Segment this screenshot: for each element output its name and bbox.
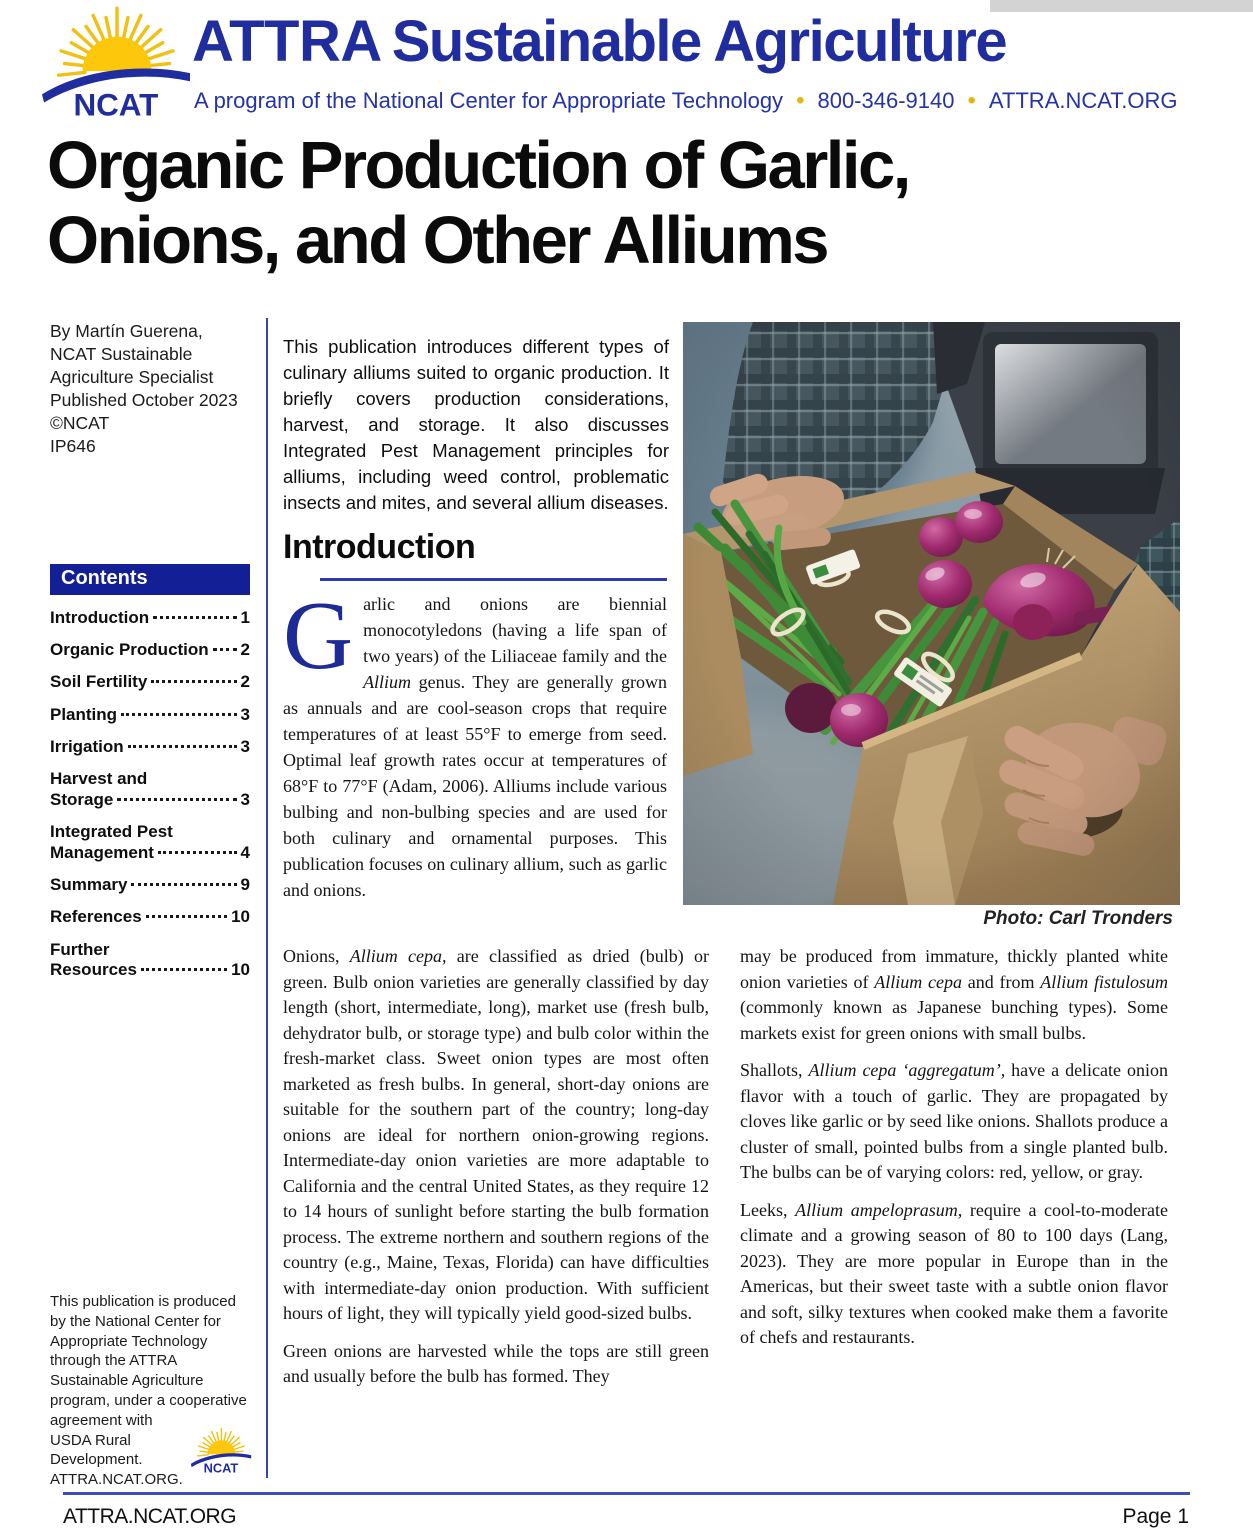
byline: By Martín Guerena, NCAT Sustainable Agriculture Specialist Published October 2023 ©NCAT IP646 [50, 321, 238, 456]
page-number: Page 1 [1122, 1505, 1189, 1528]
footer-divider [63, 1492, 1190, 1495]
body-paragraph: Onions, Allium cepa, are classified as dried (bulb) or green. Bulb onion varieties are generally classified by day length (short, intermediate, long), market use (fresh bulb, dehydrator bulb, or storage type) and bulb color within the fresh-market class. Sweet onion types are most often marketed as fresh bulbs. In general, short-day onions are suitable for the southern part of the country; long-day onions are ideal for northern onion-growing regions. Intermediate-day onion varieties are more adaptable to California and the central United States, as they require 12 to 14 hours of sunlight before starting the bulb formation process. The extreme northern and southern regions of the country (e.g., Maine, Texas, Florida) can have difficulties with intermediate-day onion production. With sufficient hours of light, they will typically yield good-sized bulbs. [283, 946, 709, 1323]
brand-title [192, 8, 1006, 75]
toc-item[interactable]: Irrigation 3 [50, 736, 250, 756]
body-paragraph: Green onions are harvested while the tops are still green and usually before the bulb has formed. They [283, 1340, 709, 1386]
toc-item[interactable]: Introduction 1 [50, 608, 250, 627]
ncat-sun-logo-small [190, 1420, 252, 1482]
toc-item[interactable]: Integrated Pest Management 4 [50, 822, 250, 862]
toc-item[interactable]: Summary 9 [50, 875, 250, 895]
scan-artifact-strip [990, 0, 1253, 12]
footer-website-link[interactable]: ATTRA.NCAT.ORG [63, 1505, 237, 1528]
website-link[interactable]: ATTRA.NCAT.ORG [988, 88, 1178, 113]
bullet-icon: • [796, 87, 805, 114]
ncat-sun-logo [40, 6, 192, 120]
dropcap-letter: G [283, 582, 354, 689]
toc-item[interactable]: Planting 3 [50, 704, 250, 724]
toc-item[interactable]: References 10 [50, 907, 250, 927]
body-paragraph: Shallots, Allium cepa ‘aggregatum’, have a delicate onion flavor with a touch of garlic. They are propagated by cloves like garlic or by seed like onions. Shallots produce a cluster of small, pointed bulbs from a single planted bulb. The bulbs can be of varying colors: red, yellow, or gray. [740, 1060, 1168, 1182]
publication-disclaimer: This publication is produced by the National Center for Appropriate Technology through the ATTRA Sustainable Agriculture program, under a cooperative agreement with USDA Rural Development. ATTRA.NCAT.ORG. [50, 1293, 247, 1489]
abstract-paragraph: This publication introduces different types of culinary alliums suited to organic production. It briefly covers production considerations, harvest, and storage. It also discusses Integrated Pest Management principles for alliums, including weed control, problematic insects and mites, and several allium diseases. [283, 335, 669, 513]
contents-header: Contents [50, 564, 250, 595]
photo-illustration-onion-box [683, 322, 1180, 905]
article-photo [683, 322, 1180, 905]
contents-box [50, 564, 250, 993]
brand-attra: ATTRA [192, 9, 382, 74]
toc-item[interactable]: Soil Fertility 2 [50, 672, 250, 692]
intro-paragraph-text: arlic and onions are biennial monocotyledons (having a life span of two years) of the Liliaceae family and the Allium genus. They are generally grown as annuals and are cool-season crops that require temperatures of at least 55°F to emerge from seed. Optimal leaf growth rates occur at temperatures of 68°F to 77°F (Adam, 2006). Alliums include various bulbing and non-bulbing species and are used for both culinary and ornamental purposes. This publication focuses on culinary allium, such as garlic and onions. [283, 594, 667, 900]
tagline-text: A program of the National Center for Appropriate Technology [194, 88, 784, 113]
intro-paragraph-block [283, 582, 667, 903]
title-line1: Organic Production of Garlic, [47, 128, 909, 203]
section-heading-introduction: Introduction [283, 528, 476, 566]
toc-list [50, 608, 250, 981]
page-title [47, 128, 909, 278]
phone-number[interactable]: 800-346-9140 [817, 88, 955, 113]
heading-underline [320, 578, 667, 581]
body-paragraph: Leeks, Allium ampeloprasum, require a cool-to-moderate climate and a growing season of 80 to 100 days (Lang, 2023). They are more popular in Europe than in the Americas, but their sweet taste with a subtle onion flavor and soft, silky textures when cooked make them a favorite of chefs and restaurants. [740, 1199, 1169, 1347]
intro-paragraph [283, 582, 667, 903]
toc-item[interactable]: Harvest and Storage 3 [50, 769, 250, 809]
header-tagline [194, 88, 1178, 114]
toc-item[interactable]: Further Resources 10 [50, 939, 250, 980]
bullet-icon: • [967, 87, 976, 114]
right-column [740, 944, 1168, 1363]
title-line2: Onions, and Other Alliums [47, 203, 828, 279]
middle-column-lower [283, 944, 709, 1402]
photo-caption: Photo: Carl Tronders [983, 908, 1173, 929]
body-paragraph: may be produced from immature, thickly planted white onion varieties of Allium cepa and from Allium fistulosum (commonly known as Japanese bunching types). Some markets exist for green onions with small bulbs. [740, 946, 1168, 1043]
toc-item[interactable]: Organic Production 2 [50, 640, 250, 660]
brand-rest: Sustainable Agriculture [391, 9, 1007, 74]
